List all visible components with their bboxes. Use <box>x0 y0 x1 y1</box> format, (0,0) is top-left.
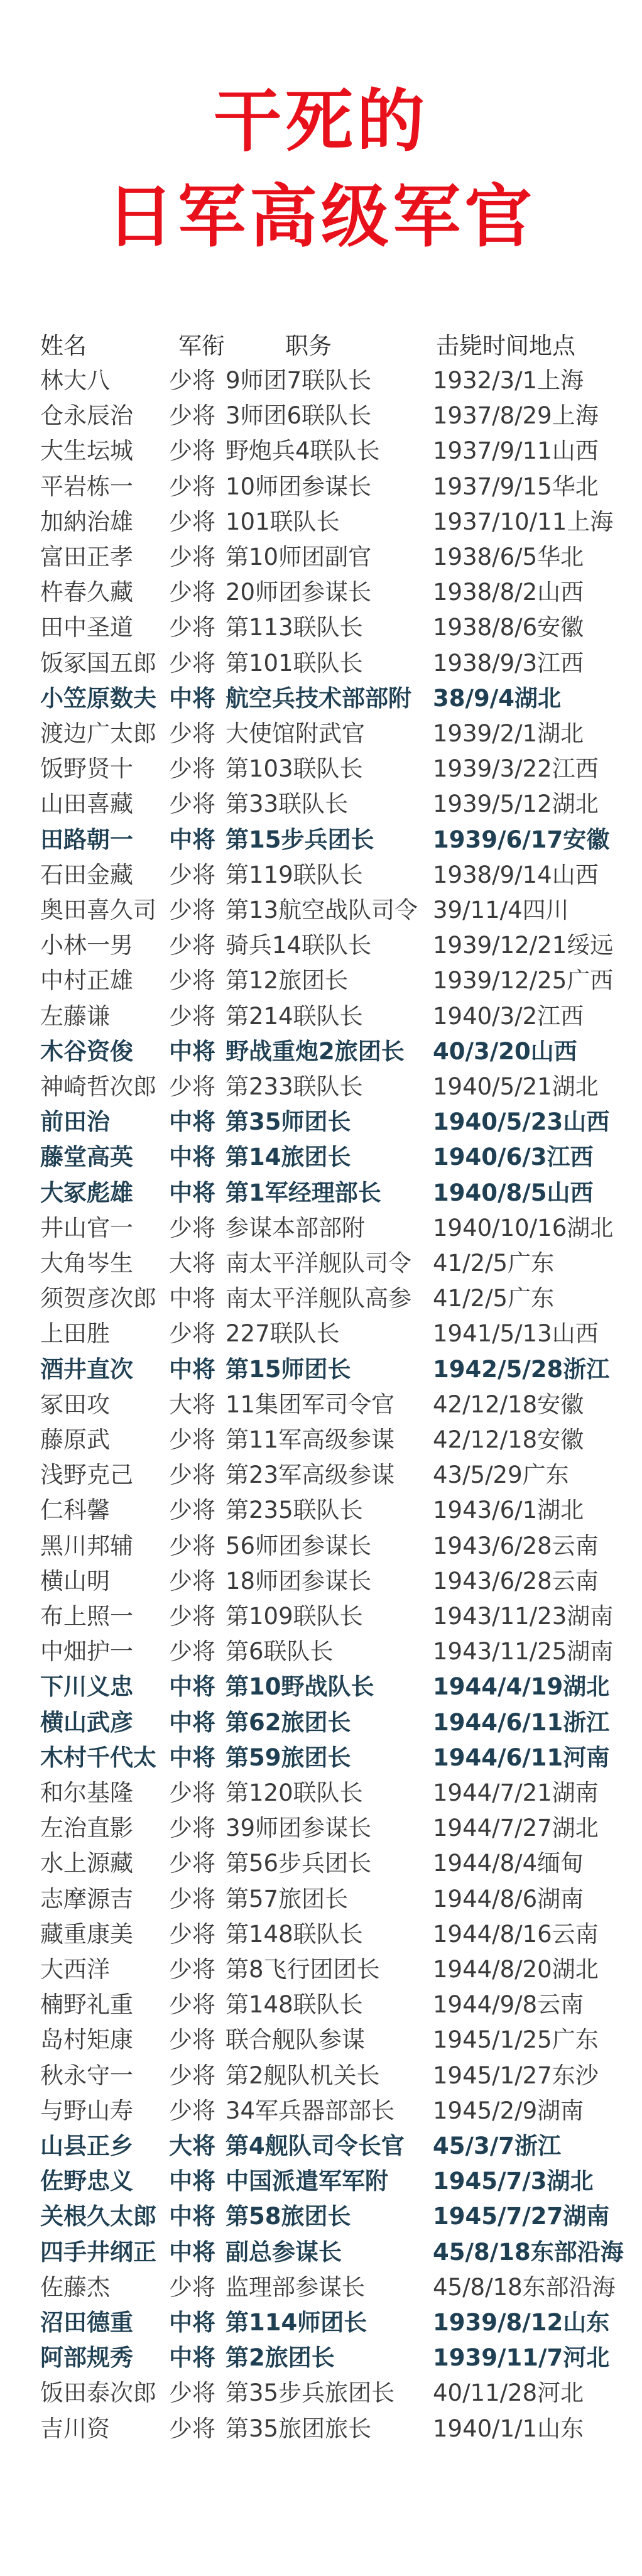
row-name: 阿部规秀 <box>40 2344 133 2372</box>
row-position: 第57旅团长 <box>226 1885 349 1913</box>
row-position: 第23军高级参谋 <box>226 1461 395 1489</box>
row-time-place: 1944/8/6湖南 <box>433 1885 584 1913</box>
row-rank: 少将 <box>169 755 215 783</box>
row-rank: 少将 <box>169 1815 215 1842</box>
row-name: 与野山寿 <box>40 2097 133 2124</box>
row-position: 第15步兵团长 <box>226 826 374 853</box>
row-time-place: 1944/7/27湖北 <box>433 1815 599 1842</box>
row-position: 联合舰队参谋 <box>226 2026 365 2054</box>
row-rank: 少将 <box>169 367 215 394</box>
row-position: 11集团军司令官 <box>226 1390 395 1418</box>
row-name: 大西洋 <box>40 1956 110 1983</box>
row-name: 木村千代太 <box>40 1744 156 1771</box>
row-rank: 中将 <box>169 1744 215 1771</box>
row-rank: 大将 <box>169 1250 215 1277</box>
row-rank: 少将 <box>169 1002 215 1030</box>
row-position: 骑兵14联队长 <box>226 932 372 959</box>
row-time-place: 38/9/4湖北 <box>433 684 562 712</box>
row-name: 小笠原数夫 <box>40 684 156 712</box>
row-position: 野战重炮2旅团长 <box>226 1037 405 1065</box>
row-rank: 少将 <box>169 1320 215 1348</box>
row-name: 藏重康美 <box>40 1920 133 1948</box>
row-name: 饭田泰次郎 <box>40 2379 156 2407</box>
row-time-place: 1945/2/9湖南 <box>433 2097 584 2124</box>
header-time-place: 击毙时间地点 <box>436 332 575 359</box>
row-name: 大冢彪雄 <box>40 1179 133 1206</box>
row-rank: 大将 <box>169 1390 215 1418</box>
row-position: 第120联队长 <box>226 1779 363 1806</box>
row-name: 奥田喜久司 <box>40 897 156 924</box>
row-name: 和尔基隆 <box>40 1779 133 1806</box>
row-time-place: 1938/8/6安徽 <box>433 614 584 641</box>
row-name: 酒井直次 <box>40 1355 133 1383</box>
row-position: 第119联队长 <box>226 861 363 888</box>
row-time-place: 1939/6/17安徽 <box>433 826 610 853</box>
header-position: 职务 <box>285 332 332 359</box>
row-rank: 少将 <box>169 402 215 430</box>
row-position: 39师团参谋长 <box>226 1815 372 1842</box>
row-position: 第33联队长 <box>226 790 349 818</box>
row-rank: 少将 <box>169 472 215 500</box>
row-rank: 少将 <box>169 1603 215 1630</box>
row-position: 野炮兵4联队长 <box>226 437 380 465</box>
row-time-place: 43/5/29广东 <box>433 1461 569 1489</box>
row-time-place: 1938/8/2山西 <box>433 579 584 606</box>
row-position: 第148联队长 <box>226 1991 363 2019</box>
row-position: 南太平洋舰队高参 <box>226 1285 411 1313</box>
row-position: 第12旅团长 <box>226 967 349 995</box>
row-time-place: 1939/12/25广西 <box>433 967 614 995</box>
row-name: 岛村矩康 <box>40 2026 133 2054</box>
row-rank: 少将 <box>169 649 215 677</box>
row-name: 仓永辰治 <box>40 402 133 430</box>
row-time-place: 1939/12/21绥远 <box>433 932 614 959</box>
row-name: 志摩源吉 <box>40 1885 133 1913</box>
row-position: 第214联队长 <box>226 1002 363 1030</box>
row-position: 第113联队长 <box>226 614 363 641</box>
row-rank: 少将 <box>169 1638 215 1666</box>
row-rank: 少将 <box>169 1532 215 1559</box>
row-time-place: 1939/11/7河北 <box>433 2344 610 2372</box>
row-name: 石田金藏 <box>40 861 133 888</box>
row-time-place: 40/11/28河北 <box>433 2379 584 2407</box>
row-rank: 中将 <box>169 1179 215 1206</box>
row-name: 下川义忠 <box>40 1673 133 1701</box>
row-name: 吉川资 <box>40 2415 110 2442</box>
watermark <box>440 2535 641 2573</box>
row-name: 田中圣道 <box>40 614 133 641</box>
row-rank: 少将 <box>169 2061 215 2089</box>
row-time-place: 1944/6/11河南 <box>433 1744 610 1771</box>
row-name: 大生坛城 <box>40 437 133 465</box>
row-name: 佐野忠义 <box>40 2168 133 2195</box>
row-name: 布上照一 <box>40 1603 133 1630</box>
row-position: 第103联队长 <box>226 755 363 783</box>
row-rank: 少将 <box>169 861 215 888</box>
row-position: 第233联队长 <box>226 1073 363 1100</box>
row-rank: 中将 <box>169 2168 215 2195</box>
row-position: 10师团参谋长 <box>226 472 372 500</box>
row-name: 富田正孝 <box>40 543 133 570</box>
row-name: 须贺彦次郎 <box>40 1285 156 1313</box>
row-time-place: 42/12/18安徽 <box>433 1390 584 1418</box>
row-time-place: 1937/10/11上海 <box>433 508 614 535</box>
row-time-place: 45/3/7浙江 <box>433 2132 562 2159</box>
row-name: 横山明 <box>40 1567 110 1595</box>
row-position: 第6联队长 <box>226 1638 334 1666</box>
row-name: 神崎哲次郎 <box>40 1073 156 1100</box>
row-time-place: 42/12/18安徽 <box>433 1426 584 1453</box>
row-name: 黑川邦辅 <box>40 1532 133 1559</box>
row-rank: 少将 <box>169 1779 215 1806</box>
row-position: 3师团6联队长 <box>226 402 372 430</box>
row-name: 左藤谦 <box>40 1002 110 1030</box>
row-position: 227联队长 <box>226 1320 340 1348</box>
row-name: 藤堂高英 <box>40 1143 133 1171</box>
row-time-place: 40/3/20山西 <box>433 1037 577 1065</box>
row-position: 第2旅团长 <box>226 2344 335 2372</box>
row-name: 大角岑生 <box>40 1250 133 1277</box>
row-position: 参谋本部部附 <box>226 1214 365 1242</box>
row-time-place: 1944/4/19湖北 <box>433 1673 610 1701</box>
row-time-place: 1940/8/5山西 <box>433 1179 594 1206</box>
row-time-place: 1938/9/3江西 <box>433 649 584 677</box>
row-name: 浅野克己 <box>40 1461 133 1489</box>
row-rank: 少将 <box>169 967 215 995</box>
row-rank: 少将 <box>169 1497 215 1524</box>
row-rank: 中将 <box>169 2309 215 2336</box>
row-rank: 中将 <box>169 1285 215 1313</box>
row-rank: 中将 <box>169 826 215 853</box>
row-time-place: 45/8/18东部沿海 <box>433 2273 616 2301</box>
row-position: 第114师团长 <box>226 2309 367 2336</box>
row-rank: 少将 <box>169 720 215 747</box>
row-name: 秋永守一 <box>40 2061 133 2089</box>
row-position: 第235联队长 <box>226 1497 363 1524</box>
row-time-place: 1940/6/3江西 <box>433 1143 594 1171</box>
row-rank: 中将 <box>169 2344 215 2372</box>
row-time-place: 1945/7/3湖北 <box>433 2168 594 2195</box>
row-name: 中畑护一 <box>40 1638 133 1666</box>
row-time-place: 1943/6/1湖北 <box>433 1497 584 1524</box>
row-name: 沼田德重 <box>40 2309 133 2336</box>
row-time-place: 1944/9/8云南 <box>433 1991 584 2019</box>
row-time-place: 41/2/5广东 <box>433 1250 555 1277</box>
row-rank: 中将 <box>169 1143 215 1171</box>
row-time-place: 1939/8/12山东 <box>433 2309 610 2336</box>
row-name: 楠野礼重 <box>40 1991 133 2019</box>
row-position: 第13航空战队司令 <box>226 897 418 924</box>
row-time-place: 1943/11/23湖南 <box>433 1603 614 1630</box>
page-title-line2: 日军高级军官 <box>106 178 536 256</box>
row-rank: 中将 <box>169 1355 215 1383</box>
row-rank: 少将 <box>169 614 215 641</box>
row-rank: 中将 <box>169 2238 215 2266</box>
row-name: 渡边广太郎 <box>40 720 156 747</box>
row-time-place: 1944/7/21湖南 <box>433 1779 599 1806</box>
row-rank: 少将 <box>169 897 215 924</box>
row-time-place: 1939/5/12湖北 <box>433 790 599 818</box>
row-rank: 少将 <box>169 1956 215 1983</box>
row-position: 监理部参谋长 <box>226 2273 365 2301</box>
row-position: 第4舰队司令长官 <box>226 2132 405 2159</box>
row-name: 仁科馨 <box>40 1497 110 1524</box>
row-time-place: 1937/8/29上海 <box>433 402 599 430</box>
page-title-line1: 干死的 <box>213 82 428 161</box>
row-position: 第58旅团长 <box>226 2203 351 2230</box>
row-name: 饭野贤十 <box>40 755 133 783</box>
row-name: 平岩栋一 <box>40 472 133 500</box>
row-position: 南太平洋舰队司令 <box>226 1250 411 1277</box>
row-time-place: 1944/6/11浙江 <box>433 1708 610 1736</box>
row-position: 航空兵技术部部附 <box>226 684 411 712</box>
row-position: 第148联队长 <box>226 1920 363 1948</box>
row-time-place: 1940/3/2江西 <box>433 1002 584 1030</box>
row-time-place: 1945/1/25广东 <box>433 2026 599 2054</box>
row-position: 第10野战队长 <box>226 1673 374 1701</box>
row-position: 18师团参谋长 <box>226 1567 372 1595</box>
row-rank: 少将 <box>169 1885 215 1913</box>
row-rank: 少将 <box>169 1920 215 1948</box>
row-position: 第14旅团长 <box>226 1143 351 1171</box>
row-time-place: 1937/9/11山西 <box>433 437 599 465</box>
row-rank: 中将 <box>169 684 215 712</box>
row-time-place: 45/8/18东部沿海 <box>433 2238 624 2266</box>
row-rank: 中将 <box>169 1673 215 1701</box>
row-rank: 少将 <box>169 1850 215 1877</box>
row-position: 101联队长 <box>226 508 340 535</box>
row-position: 第2舰队机关长 <box>226 2061 380 2089</box>
row-name: 木谷资俊 <box>40 1037 133 1065</box>
row-position: 34军兵器部部长 <box>226 2097 395 2124</box>
row-rank: 少将 <box>169 1991 215 2019</box>
row-position: 第15师团长 <box>226 1355 351 1383</box>
row-time-place: 1944/8/16云南 <box>433 1920 599 1948</box>
row-name: 四手井纲正 <box>40 2238 156 2266</box>
row-time-place: 41/2/5广东 <box>433 1285 555 1313</box>
row-rank: 少将 <box>169 1461 215 1489</box>
row-name: 林大八 <box>40 367 110 394</box>
row-position: 第59旅团长 <box>226 1744 351 1771</box>
row-name: 上田胜 <box>40 1320 110 1348</box>
row-time-place: 1943/6/28云南 <box>433 1567 599 1595</box>
row-rank: 少将 <box>169 579 215 606</box>
row-time-place: 1937/9/15华北 <box>433 472 599 500</box>
row-position: 9师团7联队长 <box>226 367 372 394</box>
row-position: 大使馆附武官 <box>226 720 365 747</box>
row-name: 前田治 <box>40 1108 110 1136</box>
row-position: 第62旅团长 <box>226 1708 351 1736</box>
row-position: 56师团参谋长 <box>226 1532 372 1559</box>
row-rank: 少将 <box>169 790 215 818</box>
row-name: 加納治雄 <box>40 508 133 535</box>
row-name: 藤原武 <box>40 1426 110 1453</box>
row-time-place: 1938/6/5华北 <box>433 543 584 570</box>
row-position: 中国派遣军军附 <box>226 2168 388 2195</box>
row-name: 冢田攻 <box>40 1390 110 1418</box>
row-rank: 中将 <box>169 1708 215 1736</box>
row-rank: 少将 <box>169 508 215 535</box>
row-position: 第109联队长 <box>226 1603 363 1630</box>
row-name: 水上源藏 <box>40 1850 133 1877</box>
row-rank: 少将 <box>169 543 215 570</box>
row-name: 佐藤杰 <box>40 2273 110 2301</box>
row-position: 第101联队长 <box>226 649 363 677</box>
row-rank: 少将 <box>169 1214 215 1242</box>
row-name: 左治直影 <box>40 1815 133 1842</box>
row-position: 副总参谋长 <box>226 2238 342 2266</box>
row-name: 井山官一 <box>40 1214 133 1242</box>
row-time-place: 1944/8/20湖北 <box>433 1956 599 1983</box>
row-name: 饭冢国五郎 <box>40 649 156 677</box>
row-position: 第56步兵团长 <box>226 1850 372 1877</box>
row-rank: 少将 <box>169 437 215 465</box>
row-time-place: 1932/3/1上海 <box>433 367 584 394</box>
row-rank: 少将 <box>169 2273 215 2301</box>
row-time-place: 1941/5/13山西 <box>433 1320 599 1348</box>
row-rank: 少将 <box>169 1567 215 1595</box>
row-position: 第35步兵旅团长 <box>226 2379 395 2407</box>
row-time-place: 1940/10/16湖北 <box>433 1214 614 1242</box>
row-name: 杵春久藏 <box>40 579 133 606</box>
row-position: 20师团参谋长 <box>226 579 372 606</box>
row-name: 关根久太郎 <box>40 2203 156 2230</box>
row-name: 横山武彦 <box>40 1708 133 1736</box>
row-rank: 大将 <box>169 2132 215 2159</box>
row-time-place: 1938/9/14山西 <box>433 861 599 888</box>
row-rank: 中将 <box>169 1108 215 1136</box>
header-rank: 军衔 <box>178 332 225 359</box>
row-time-place: 1945/7/27湖南 <box>433 2203 610 2230</box>
row-name: 田路朝一 <box>40 826 133 853</box>
row-rank: 少将 <box>169 2379 215 2407</box>
row-name: 山县正乡 <box>40 2132 133 2159</box>
header-name: 姓名 <box>40 332 87 359</box>
row-rank: 少将 <box>169 932 215 959</box>
row-name: 小林一男 <box>40 932 133 959</box>
row-name: 山田喜藏 <box>40 790 133 818</box>
row-time-place: 1940/5/23山西 <box>433 1108 610 1136</box>
row-rank: 中将 <box>169 1037 215 1065</box>
row-position: 第1军经理部长 <box>226 1179 381 1206</box>
row-time-place: 1940/1/1山东 <box>433 2415 584 2442</box>
row-rank: 少将 <box>169 2415 215 2442</box>
row-position: 第35旅团旅长 <box>226 2415 372 2442</box>
row-position: 第8飞行团团长 <box>226 1956 380 1983</box>
row-name: 中村正雄 <box>40 967 133 995</box>
row-time-place: 1940/5/21湖北 <box>433 1073 599 1100</box>
row-position: 第11军高级参谋 <box>226 1426 395 1453</box>
row-time-place: 1939/2/1湖北 <box>433 720 584 747</box>
row-time-place: 1943/6/28云南 <box>433 1532 599 1559</box>
row-rank: 中将 <box>169 2203 215 2230</box>
row-time-place: 39/11/4四川 <box>433 897 569 924</box>
row-rank: 少将 <box>169 1426 215 1453</box>
row-time-place: 1944/8/4缅甸 <box>433 1850 584 1877</box>
row-time-place: 1939/3/22江西 <box>433 755 599 783</box>
row-time-place: 1942/5/28浙江 <box>433 1355 610 1383</box>
row-time-place: 1945/1/27东沙 <box>433 2061 599 2089</box>
row-rank: 少将 <box>169 2097 215 2124</box>
row-time-place: 1943/11/25湖南 <box>433 1638 614 1666</box>
row-position: 第35师团长 <box>226 1108 351 1136</box>
row-rank: 少将 <box>169 1073 215 1100</box>
row-position: 第10师团副官 <box>226 543 372 570</box>
row-rank: 少将 <box>169 2026 215 2054</box>
